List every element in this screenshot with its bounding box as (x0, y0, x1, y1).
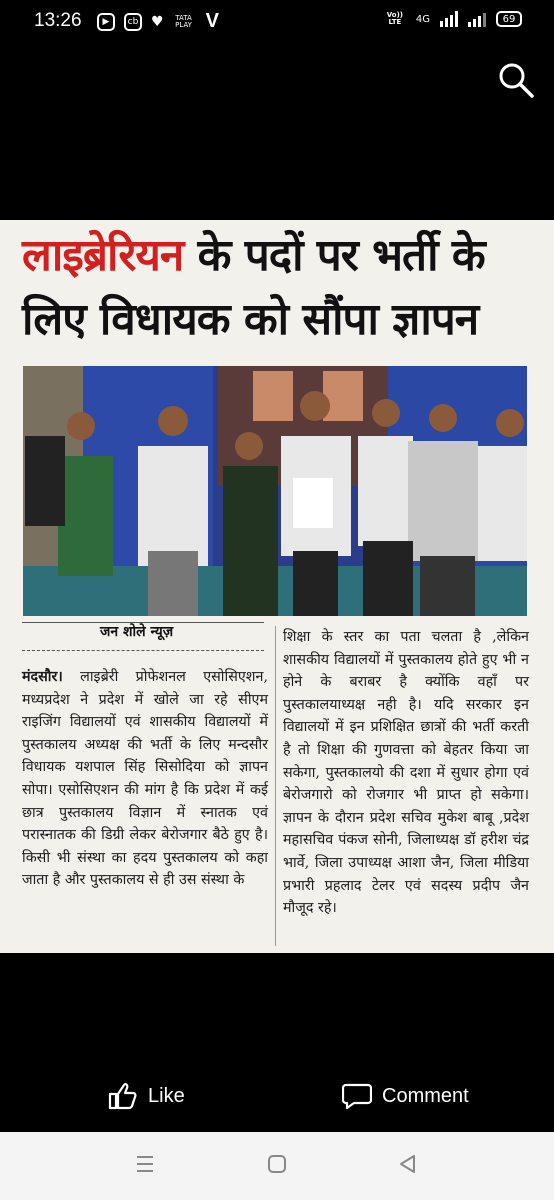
like-button[interactable] (108, 1082, 185, 1110)
article-left-column (22, 666, 268, 892)
cb-app-icon: cb (124, 13, 142, 31)
home-icon[interactable] (267, 1154, 287, 1174)
notification-icons (97, 10, 219, 33)
post-action-bar (0, 1062, 554, 1132)
status-bar (0, 0, 554, 44)
comment-label: Comment (382, 1084, 469, 1107)
like-label: Like (148, 1084, 185, 1107)
carrier-v-icon: V (205, 10, 219, 32)
newspaper-clipping[interactable] (0, 220, 554, 953)
group-photo (23, 366, 527, 616)
tata-play-icon: TATA PLAY (175, 13, 192, 29)
volte-icon: Vo)) LTE (386, 11, 403, 26)
comment-button[interactable] (342, 1082, 469, 1110)
signal-icon (440, 11, 458, 27)
headline (22, 224, 542, 352)
headline-keyword: लाइब्रेरियन (22, 230, 184, 281)
column-divider (275, 626, 276, 946)
back-icon[interactable] (398, 1154, 418, 1174)
byline-rule-bottom (22, 650, 264, 651)
thumbs-up-icon (108, 1082, 138, 1110)
status-right (384, 11, 522, 27)
system-nav-bar (0, 1132, 554, 1200)
recent-apps-icon[interactable] (135, 1154, 155, 1174)
comment-icon (342, 1082, 372, 1110)
left-column-text: लाइब्रेरी प्रोफेशनल एसोसिएशन, मध्यप्रदेश ने प्रदेश में खोले जा रहे सीएम राइजिंग विद्यालयों एवं शासकीय विद्यालयों में पुस्तकालय अध्यक्ष की भर्ती के लिए मन्दसौर विधायक यशपाल सिंह सिसोदिया को ज्ञापन सोपा। एसोसिएशन की मांग है कि प्रदेश में कई छात्र पुस्तकालय विज्ञान में स्नातक एवं परास्नातक की डिग्री लेकर बेरोजगार बैठे हुए है। किसी भी संस्था का हदय पुस्तकालय को कहा जाता है और पुस्तकालय से ही उस संस्था के (22, 669, 268, 889)
network-4g-label: 4G (415, 13, 430, 25)
youtube-icon: ▶ (97, 13, 115, 31)
byline: जन शोले न्यूज़ (100, 624, 174, 640)
battery-icon: 69 (496, 11, 522, 27)
headline-line2: लिए विधायक को सौंपा ज्ञापन (22, 294, 479, 345)
headline-line1-rest: के पदों पर भर्ती के (183, 230, 485, 281)
dateline: मंदसौर। (22, 669, 63, 685)
heart-icon: ♥ (151, 13, 164, 30)
signal-2-icon (468, 11, 486, 27)
article-right-column (283, 626, 529, 920)
search-icon[interactable] (496, 60, 536, 100)
right-column-text: शिक्षा के स्तर का पता चलता है ,लेकिन शासकीय विद्यालयों में पुस्तकालय होते हुए भी न होने के बराबर है क्योंकि वहाँ पर पुस्तकालयाध्यक्ष नही है। यदि सरकार इन विद्यालयों में इन प्रशिक्षित छात्रों की भर्ती करती है तो शिक्षा की गुणवत्ता को बेहतर किया जा सकेगा, पुस्तकालयो की दशा में सुधार होगा एवं बेरोजगारो को रोजगार भी प्राप्त हो सकेगा। ज्ञापन के दौरान प्रदेश सचिव मुकेश बाबू ,प्रदेश महासचिव पंकज सोनी, जिलाध्यक्ष डॉ हरीश चंद्र भार्वे, जिला उपाध्यक्ष आशा जैन, जिला मीडिया प्रभारी प्रहलाद टेलर एवं सदस्य प्रदीप जैन मौजूद रहे। (283, 629, 529, 917)
status-time: 13:26 (34, 10, 82, 31)
